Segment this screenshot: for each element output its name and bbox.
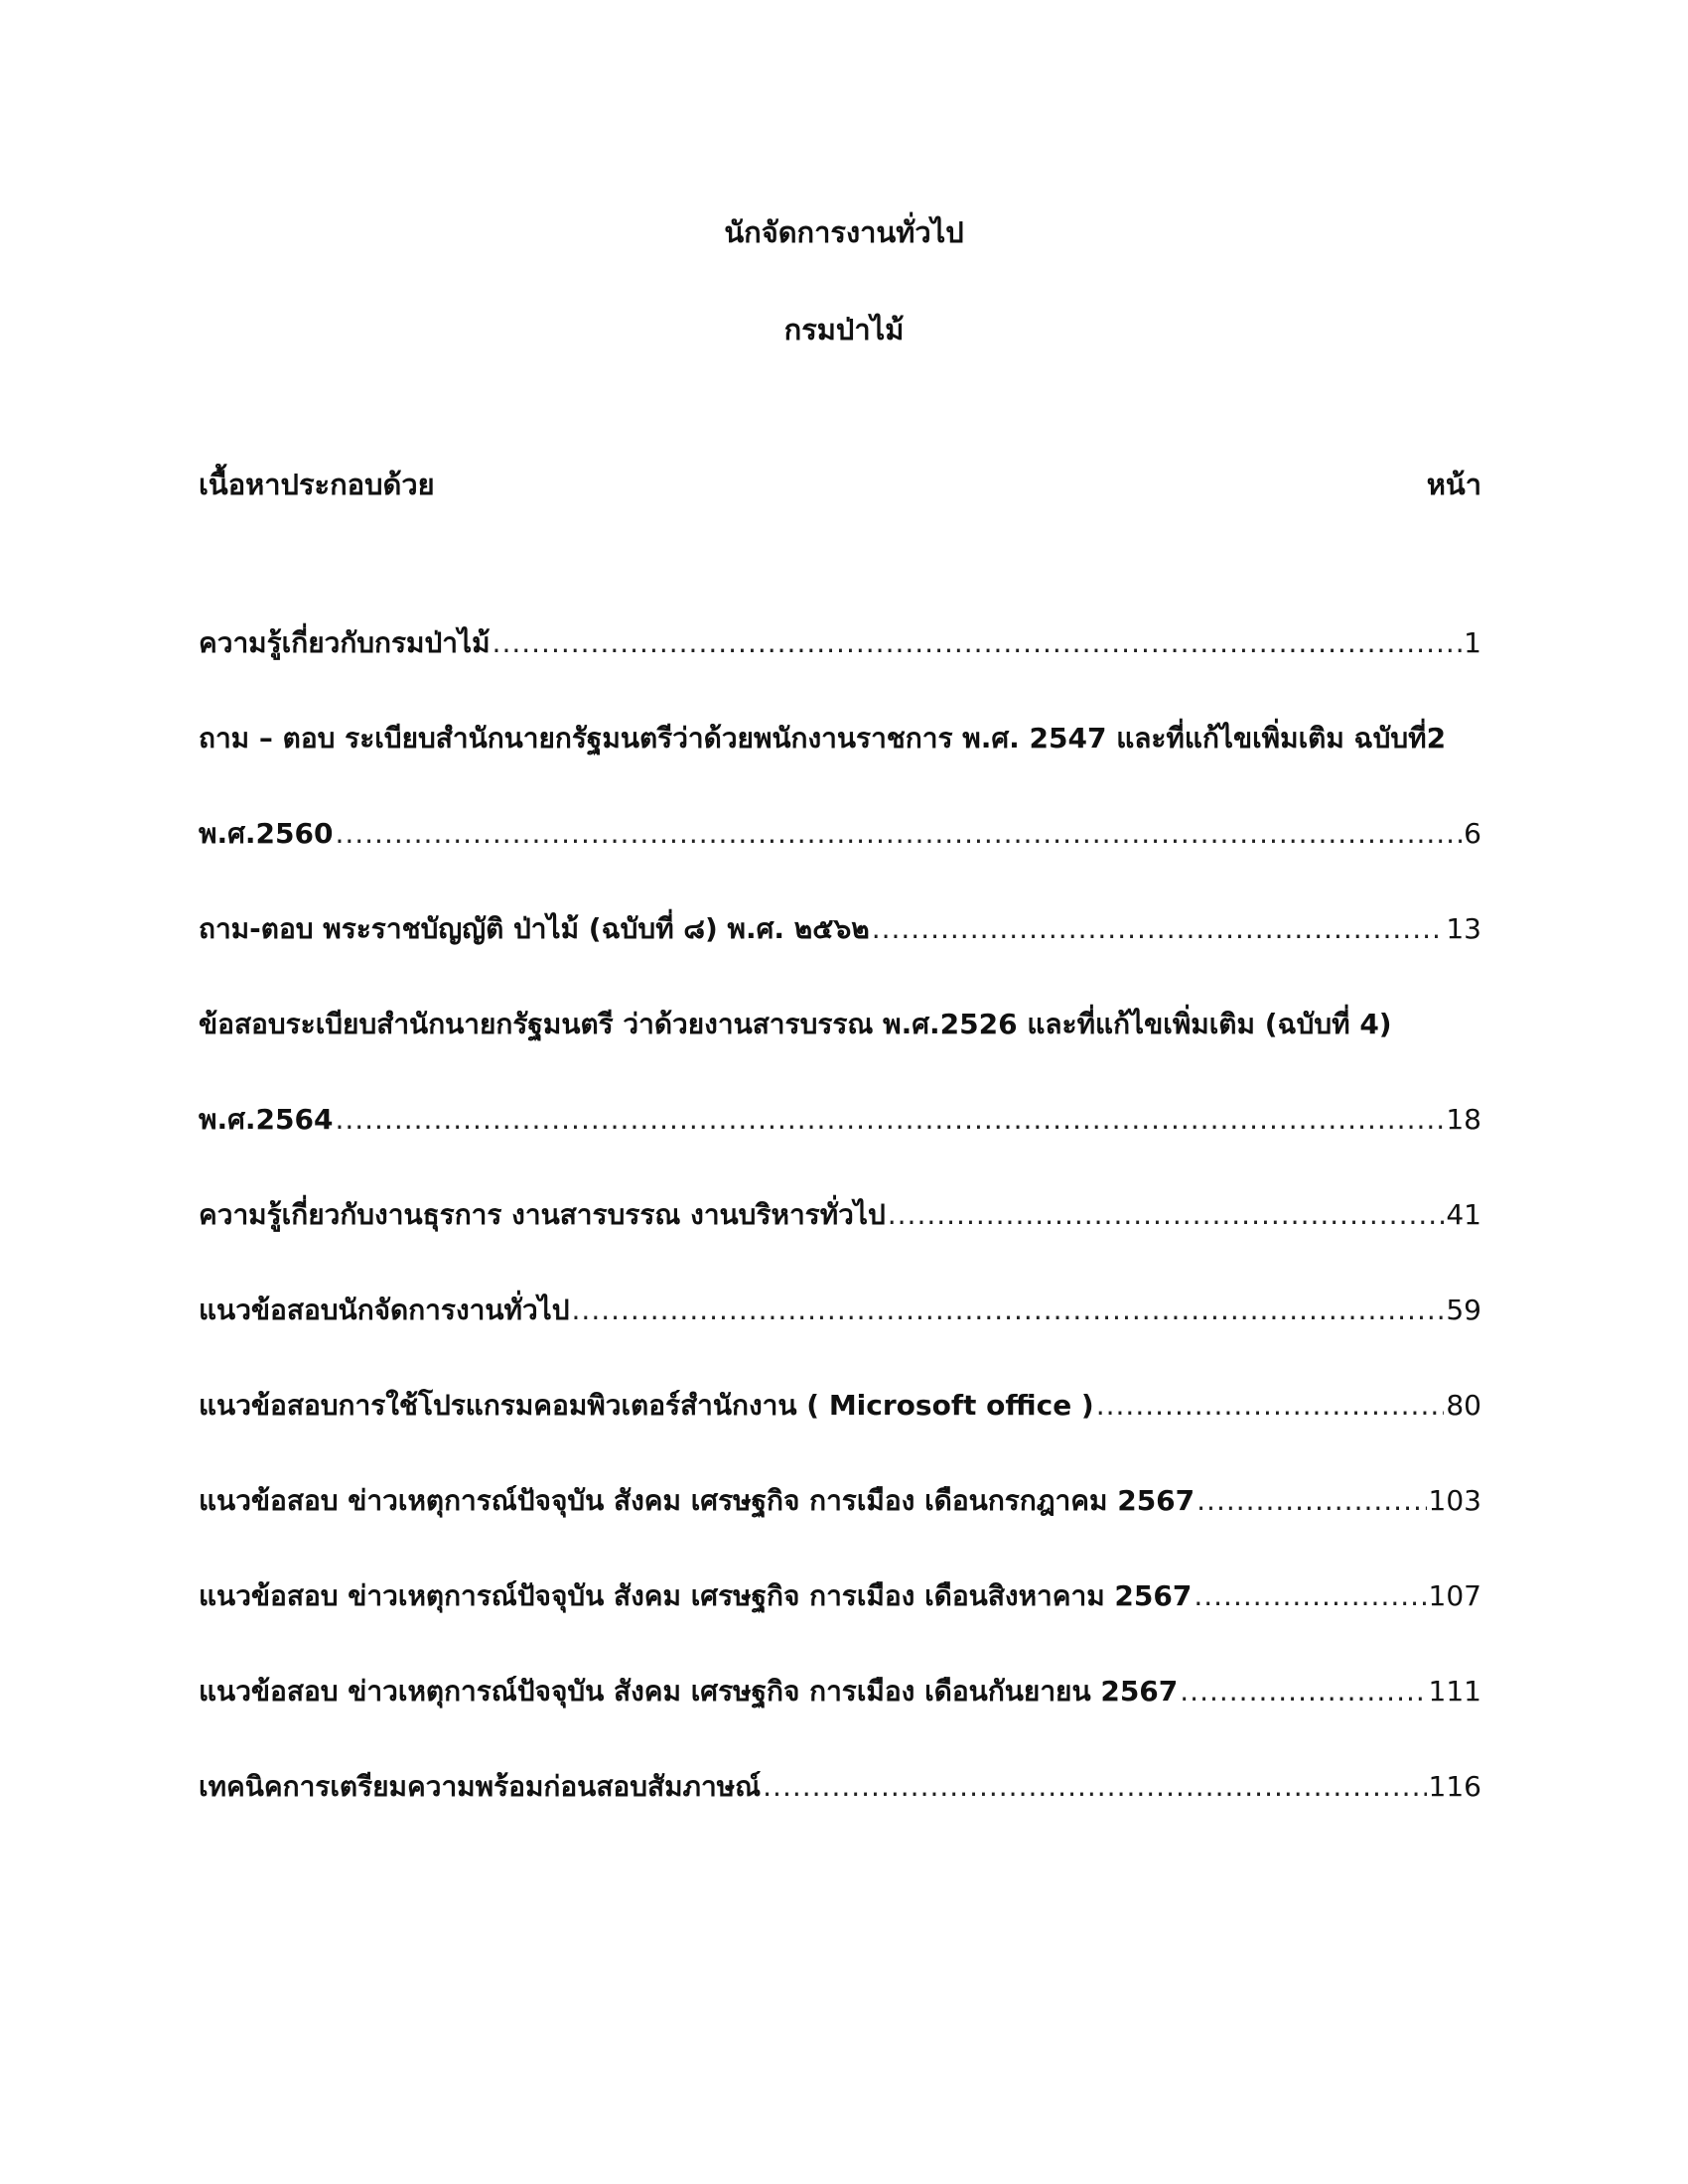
toc-leader-dots	[1196, 1481, 1426, 1521]
toc-entry-page: 6	[1464, 817, 1481, 850]
page-column-header: หน้า	[1426, 468, 1481, 501]
toc-leader-dots	[888, 1195, 1445, 1235]
toc-entry-label: ความรู้เกี่ยวกับงานธุรการ งานสารบรรณ งานบริหารทั่วไป	[199, 1198, 886, 1231]
toc-entry	[199, 1576, 1481, 1616]
toc-entry-label: แนวข้อสอบการใช้โปรแกรมคอมพิวเตอร์สำนักงาน ( Microsoft office )	[199, 1389, 1094, 1422]
toc-leader-dots	[1194, 1576, 1426, 1616]
toc-entry-page: 116	[1428, 1770, 1481, 1803]
toc-entry-page: 1	[1464, 626, 1481, 659]
toc-entry-page: 111	[1428, 1675, 1481, 1707]
toc-entry-page: 80	[1446, 1389, 1481, 1422]
toc-entry	[199, 1386, 1481, 1426]
toc-entry	[199, 814, 1481, 854]
toc-entry-page: 13	[1446, 912, 1481, 945]
toc-entry-label: แนวข้อสอบ ข่าวเหตุการณ์ปัจจุบัน สังคม เศรษฐกิจ การเมือง เดือนสิงหาคาม 2567	[199, 1579, 1193, 1612]
toc-leader-dots	[572, 1291, 1445, 1330]
toc-leader-dots	[1096, 1386, 1445, 1426]
toc-entry-label: พ.ศ.2560	[199, 817, 334, 850]
toc-entry-label: แนวข้อสอบ ข่าวเหตุการณ์ปัจจุบัน สังคม เศรษฐกิจ การเมือง เดือนกรกฎาคม 2567	[199, 1484, 1196, 1517]
toc-entry-page: 41	[1446, 1198, 1481, 1231]
toc-entry-page: 103	[1428, 1484, 1481, 1517]
toc-entry-label: แนวข้อสอบนักจัดการงานทั่วไป	[199, 1294, 570, 1326]
toc-leader-dots	[763, 1767, 1426, 1807]
toc-leader-dots	[335, 1100, 1444, 1140]
toc-entry	[199, 623, 1481, 663]
document-subtitle: กรมป่าไม้	[783, 313, 905, 346]
toc-entry-label: เทคนิคการเตรียมความพร้อมก่อนสอบสัมภาษณ์	[199, 1770, 762, 1803]
toc-entry-label: ถาม – ตอบ ระเบียบสำนักนายกรัฐมนตรีว่าด้วยพนักงานราชการ พ.ศ. 2547 และที่แก้ไขเพิ่มเติม ฉบับที่2	[199, 722, 1447, 754]
toc-entry-page: 18	[1446, 1103, 1481, 1136]
toc-entry	[199, 1005, 1392, 1044]
toc-entry	[199, 1767, 1481, 1807]
toc-entry-page: 107	[1428, 1579, 1481, 1612]
toc-entry-label: ความรู้เกี่ยวกับกรมป่าไม้	[199, 626, 491, 659]
toc-entry-label: ข้อสอบระเบียบสำนักนายกรัฐมนตรี ว่าด้วยงานสารบรรณ พ.ศ.2526 และที่แก้ไขเพิ่มเติม (ฉบับที่ 4)	[199, 1008, 1392, 1040]
toc-leader-dots	[1180, 1672, 1426, 1711]
toc-entry-label: แนวข้อสอบ ข่าวเหตุการณ์ปัจจุบัน สังคม เศรษฐกิจ การเมือง เดือนกันยายน 2567	[199, 1675, 1179, 1707]
toc-leader-dots	[872, 909, 1445, 949]
toc-entry	[199, 1100, 1481, 1140]
toc-entry-label: ถาม-ตอบ พระราชบัญญัติ ป่าไม้ (ฉบับที่ ๘) พ.ศ. ๒๕๖๒	[199, 912, 870, 945]
toc-entry	[199, 1195, 1481, 1235]
toc-entry	[199, 1291, 1481, 1330]
toc-entry	[199, 909, 1481, 949]
toc-entry	[199, 1481, 1481, 1521]
toc-entry	[199, 1672, 1481, 1711]
document-title: นักจัดการงานทั่วไป	[724, 215, 964, 249]
toc-leader-dots	[492, 623, 1463, 663]
toc-entry	[199, 719, 1446, 758]
toc-entry-page: 59	[1446, 1294, 1481, 1326]
toc-leader-dots	[335, 814, 1462, 854]
contents-header: เนื้อหาประกอบด้วย	[199, 468, 435, 501]
toc-entry-label: พ.ศ.2564	[199, 1103, 334, 1136]
